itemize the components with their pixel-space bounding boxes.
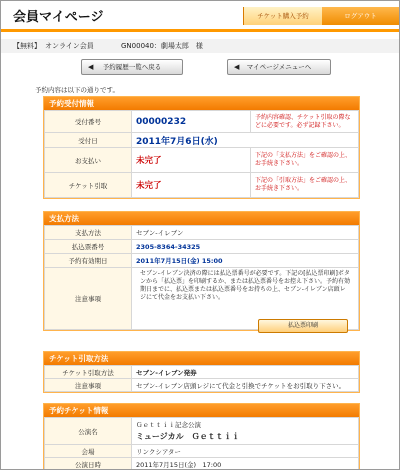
menu-button-label: マイページメニューへ bbox=[246, 63, 312, 71]
arrow-left-icon: ◀ bbox=[88, 63, 94, 71]
top-navigation bbox=[243, 7, 399, 25]
row-label: チケット引取 bbox=[45, 173, 132, 198]
table-row bbox=[45, 133, 359, 148]
venue: リンクシアター bbox=[132, 445, 359, 458]
performance-date: 2011年7月15日(金) 17:00 bbox=[132, 458, 359, 470]
row-label: 公演名 bbox=[45, 418, 132, 445]
payment-section bbox=[43, 211, 360, 331]
table-row bbox=[45, 458, 359, 470]
row-label: 注意事項 bbox=[45, 268, 132, 330]
print-button-label: 払込票印刷 bbox=[287, 322, 318, 329]
mypage-menu-button[interactable] bbox=[227, 59, 331, 75]
table-row bbox=[45, 240, 359, 254]
ticket-section bbox=[43, 403, 360, 470]
performance-title: ミュージカル Ｇｅｔｔｉｉ bbox=[136, 432, 240, 441]
row-label: 受付日 bbox=[45, 133, 132, 148]
plan-label: 【無料】 bbox=[13, 42, 41, 50]
table-row bbox=[45, 254, 359, 268]
table-row bbox=[45, 379, 359, 392]
arrow-left-icon: ◀ bbox=[234, 63, 240, 71]
member-id: GN00040：劇場太郎 様 bbox=[121, 42, 203, 50]
print-payment-slip-button[interactable] bbox=[258, 319, 348, 333]
row-label: 受付番号 bbox=[45, 111, 132, 133]
payment-method: セブン-イレブン bbox=[132, 226, 359, 240]
section-heading: 支払方法 bbox=[44, 212, 359, 225]
user-info-bar bbox=[1, 39, 399, 53]
membership-label: オンライン会員 bbox=[45, 42, 94, 50]
page-title: 会員マイページ bbox=[13, 10, 104, 25]
table-row bbox=[45, 226, 359, 240]
reservation-number: 00000232 bbox=[132, 111, 251, 133]
pickup-section bbox=[43, 351, 360, 393]
row-label: 会場 bbox=[45, 445, 132, 458]
section-heading: チケット引取方法 bbox=[44, 352, 359, 365]
row-label: 注意事項 bbox=[45, 379, 132, 392]
performance-subtitle: Ｇｅｔｔｉｉ記念公演 bbox=[136, 421, 201, 429]
reservation-deadline: 2011年7月15日(金) 15:00 bbox=[132, 254, 359, 268]
pickup-status: 未完了 bbox=[132, 173, 251, 198]
table-row bbox=[45, 418, 359, 445]
row-note: 下記の「引取方法」をご確認の上、お手続き下さい。 bbox=[251, 173, 359, 198]
header-divider bbox=[1, 29, 399, 32]
row-label: 支払方法 bbox=[45, 226, 132, 240]
back-button-label: 予約履歴一覧へ戻る bbox=[102, 63, 162, 71]
row-label: 払込票番号 bbox=[45, 240, 132, 254]
back-to-history-button[interactable] bbox=[81, 59, 183, 75]
pickup-table bbox=[44, 365, 359, 392]
row-label: 予約有効期日 bbox=[45, 254, 132, 268]
table-row bbox=[45, 173, 359, 198]
reservation-table bbox=[44, 110, 359, 198]
payment-status: 未完了 bbox=[132, 148, 251, 173]
nav-logout[interactable]: ログアウト bbox=[344, 12, 377, 20]
row-label: 公演日時 bbox=[45, 458, 132, 470]
ticket-table bbox=[44, 417, 359, 470]
reservation-date: 2011年7月6日(水) bbox=[132, 133, 359, 148]
payment-table bbox=[44, 225, 359, 330]
intro-text: 予約内容は以下の通りです。 bbox=[35, 86, 119, 94]
pickup-method: セブン-イレブン発券 bbox=[132, 366, 359, 379]
table-row bbox=[45, 111, 359, 133]
table-row bbox=[45, 366, 359, 379]
section-heading: 予約受付情報 bbox=[44, 97, 359, 110]
row-note: 下記の「支払方法」をご確認の上、お手続き下さい。 bbox=[251, 148, 359, 173]
pickup-notes: セブン-イレブン店頭レジにて代金と引換でチケットをお引取り下さい。 bbox=[132, 379, 359, 392]
performance-name-cell bbox=[132, 418, 359, 445]
row-label: チケット引取方法 bbox=[45, 366, 132, 379]
reservation-section bbox=[43, 96, 360, 199]
payment-slip-number: 2305-8364-34325 bbox=[132, 240, 359, 254]
header bbox=[1, 1, 399, 31]
section-heading: 予約チケット情報 bbox=[44, 404, 359, 417]
row-label: お支払い bbox=[45, 148, 132, 173]
table-row bbox=[45, 445, 359, 458]
table-row bbox=[45, 148, 359, 173]
nav-ticket-purchase[interactable]: チケット購入予約 bbox=[244, 7, 322, 25]
row-note: 予約内容確認、チケット引取の際などに必要です。必ず記録下さい。 bbox=[251, 111, 359, 133]
payment-notes: セブン-イレブン決済の際には払込票番号が必要です。下記の[払込票印刷]ボタンから「払込票」を印刷するか、または払込票番号をお控え下さい。予約有効期日までに、払込票または払込票番号をお持ちの上、セブン-イレブン店頭レジにて代金をお支払い下さい。 bbox=[140, 270, 351, 301]
